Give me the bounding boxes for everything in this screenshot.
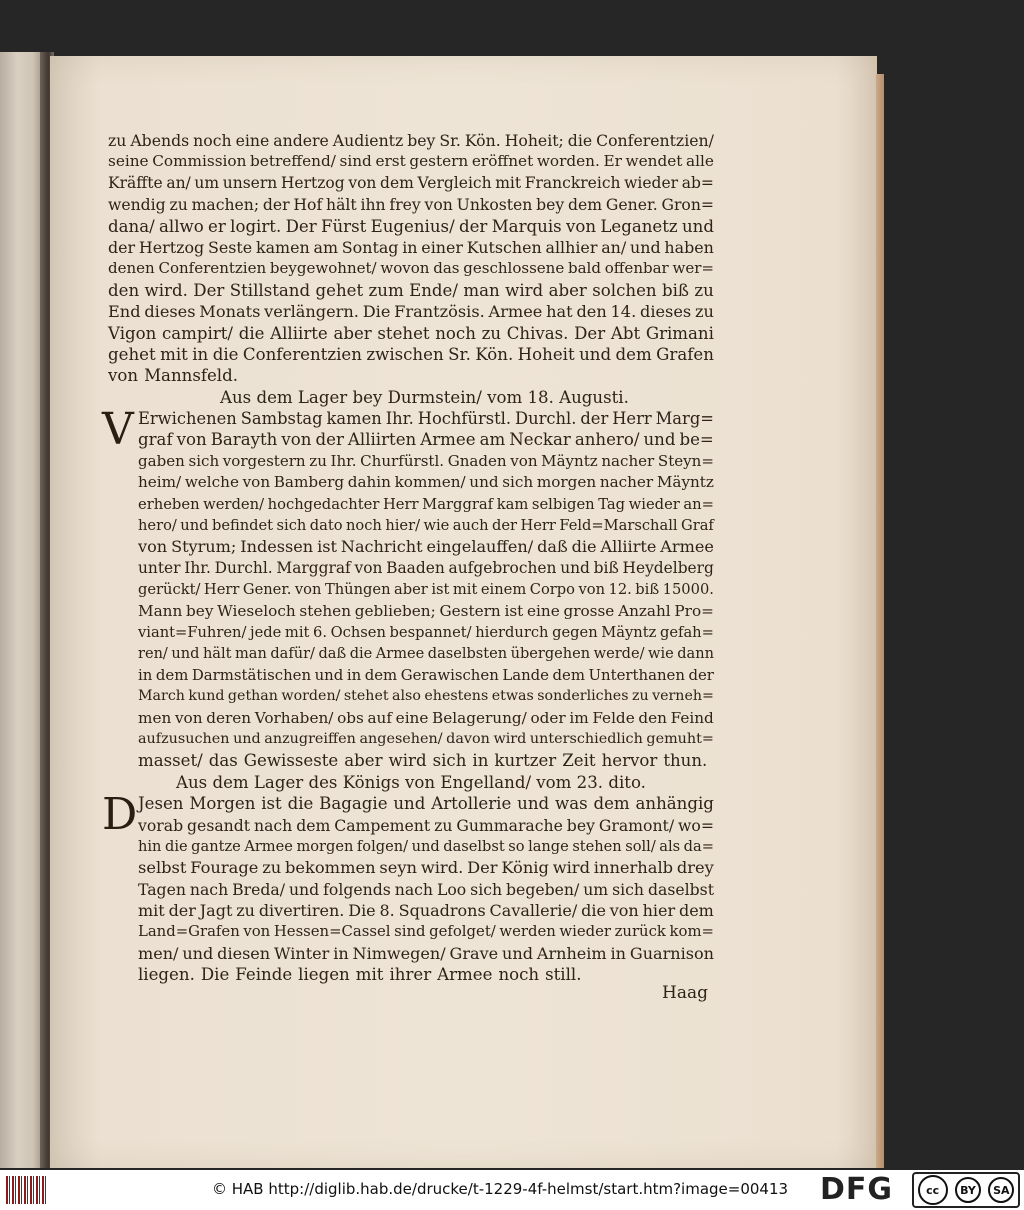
text-line: Vigon campirt/ die Alliirte aber stehet noch zu Chivas. Der Abt Grimani <box>108 323 714 343</box>
text-line: vorab gesandt nach dem Campement zu Gummarache bey Gramont/ wo= <box>138 815 714 835</box>
text-line: zu Abends noch eine andere Audientz bey Sr. Kön. Hoheit; die Conferentzien/ <box>108 131 714 150</box>
text-line: heim/ welche von Bamberg dahin kommen/ und sich morgen nacher Mäyntz <box>138 473 714 492</box>
catchword: Haag <box>662 983 708 1003</box>
text-line: hin die gantze Armee morgen folgen/ und daselbst so lange stehen soll/ als da= <box>138 837 714 855</box>
text-line: der Hertzog Seste kamen am Sontag in einer Kutschen allhier an/ und haben <box>108 237 714 257</box>
text-line: liegen. Die Feinde liegen mit ihrer Armee noch still. <box>138 965 582 985</box>
text-line: hero/ und befindet sich dato noch hier/ wie auch der Herr Feld=Marschall Graf <box>138 517 714 535</box>
text-line: End dieses Monats verlängern. Die Frantzösis. Armee hat den 14. dieses zu <box>108 302 714 322</box>
text-line: wendig zu machen; der Hof hält ihn frey von Unkosten bey dem Gener. Gron= <box>108 195 714 215</box>
text-line: Kräffte an/ um unsern Hertzog von dem Vergleich mit Franckreich wieder ab= <box>108 173 714 192</box>
dfg-logo[interactable]: DFG <box>820 1172 894 1207</box>
text-line: den wird. Der Stillstand gehet zum Ende/ man wird aber solchen biß zu <box>108 280 714 300</box>
text-line: Mann bey Wieseloch stehen geblieben; Gestern ist eine grosse Anzahl Pro= <box>138 601 714 620</box>
by-icon: BY <box>955 1177 981 1203</box>
text-line: in dem Darmstätischen und in dem Gerawischen Lande dem Unterthanen der <box>138 665 714 684</box>
text-line: Land=Grafen von Hessen=Cassel sind gefolget/ werden wieder zurück kom= <box>138 923 714 941</box>
dateline-engelland: Aus dem Lager des Königs von Engelland/ vom 23. dito. <box>176 772 646 792</box>
text-line: Tagen nach Breda/ und folgends nach Loo sich begeben/ um sich daselbst <box>138 879 714 899</box>
text-line: Erwichenen Sambstag kamen Ihr. Hochfürstl. Durchl. der Herr Marg= <box>138 409 714 429</box>
text-line: denen Conferentzien beygewohnet/ wovon das geschlossene bald offenbar wer= <box>108 259 714 278</box>
text-line: seine Commission betreffend/ sind erst gestern eröffnet worden. Er wendet alle <box>108 152 714 171</box>
text-line: gehet mit in die Conferentzien zwischen Sr. Kön. Hoheit und dem Grafen <box>108 344 714 364</box>
text-line: aufzusuchen und anzugreiffen angesehen/ davon wird unterschiedlich gemuht= <box>138 730 714 747</box>
text-line: erheben werden/ hochgedachter Herr Marggraf kam selbigen Tag wieder an= <box>138 495 714 513</box>
text-line: gaben sich vorgestern zu Ihr. Churfürstl. Gnaden von Mäyntz nacher Steyn= <box>138 451 714 470</box>
text-line: viant=Fuhren/ jede mit 6. Ochsen bespannet/ hierdurch gegen Mäyntz gefah= <box>138 623 714 641</box>
text-line: men/ und diesen Winter in Nimwegen/ Grave und Arnheim in Guarnison <box>138 943 714 963</box>
left-page-edge <box>0 52 44 1168</box>
paragraph-engelland <box>102 789 714 986</box>
paragraph-turin <box>108 130 714 387</box>
copyright-link[interactable]: © HAB http://diglib.hab.de/drucke/t-1229-4f-helmst/start.htm?image=00413 <box>212 1180 789 1198</box>
text-line: masset/ das Gewisseste aber wird sich in kurtzer Zeit hervor thun. <box>138 751 708 771</box>
dropcap-d: D <box>102 789 138 841</box>
text-line: gerückt/ Herr Gener. von Thüngen aber ist mit einem Corpo von 12. biß 15000. <box>138 581 714 599</box>
text-line: dana/ allwo er logirt. Der Fürst Eugenius/ der Marquis von Leganetz und <box>108 216 714 236</box>
cc-license-badge[interactable] <box>912 1172 1020 1208</box>
text-line: ren/ und hält man dafür/ daß die Armee daselbsten übergehen werde/ wie dann <box>138 645 714 663</box>
text-line: von Mannsfeld. <box>108 366 239 386</box>
page-edge <box>876 74 884 1168</box>
text-line: unter Ihr. Durchl. Marggraf von Baaden aufgebrochen und biß Heydelberg <box>138 558 714 577</box>
text-line: von Styrum; Indessen ist Nachricht eingelauffen/ daß die Alliirte Armee <box>138 537 714 557</box>
text-line: selbst Fourage zu bekommen seyn wird. Der König wird innerhalb drey <box>138 858 714 878</box>
cc-icon: cc <box>918 1175 948 1205</box>
sa-icon: SA <box>988 1177 1014 1203</box>
text-line: March kund gethan worden/ stehet also ehestens etwas sonderliches zu verneh= <box>138 688 714 705</box>
dropcap-v: V <box>102 404 134 456</box>
dateline-durmstein: Aus dem Lager bey Durmstein/ vom 18. Augusti. <box>220 387 629 407</box>
paragraph-durmstein <box>102 404 714 772</box>
page-text <box>102 130 714 986</box>
hab-logo-icon <box>6 1176 48 1204</box>
text-line: Jesen Morgen ist die Bagagie und Artollerie und was dem anhängig <box>138 794 714 814</box>
text-line: graf von Barayth von der Alliirten Armee am Neckar anhero/ und be= <box>138 430 714 450</box>
text-line: men von deren Vorhaben/ obs auf eine Belagerung/ oder im Felde den Feind <box>138 708 714 727</box>
text-line: mit der Jagt zu divertiren. Die 8. Squadrons Cavallerie/ die von hier dem <box>138 901 714 921</box>
